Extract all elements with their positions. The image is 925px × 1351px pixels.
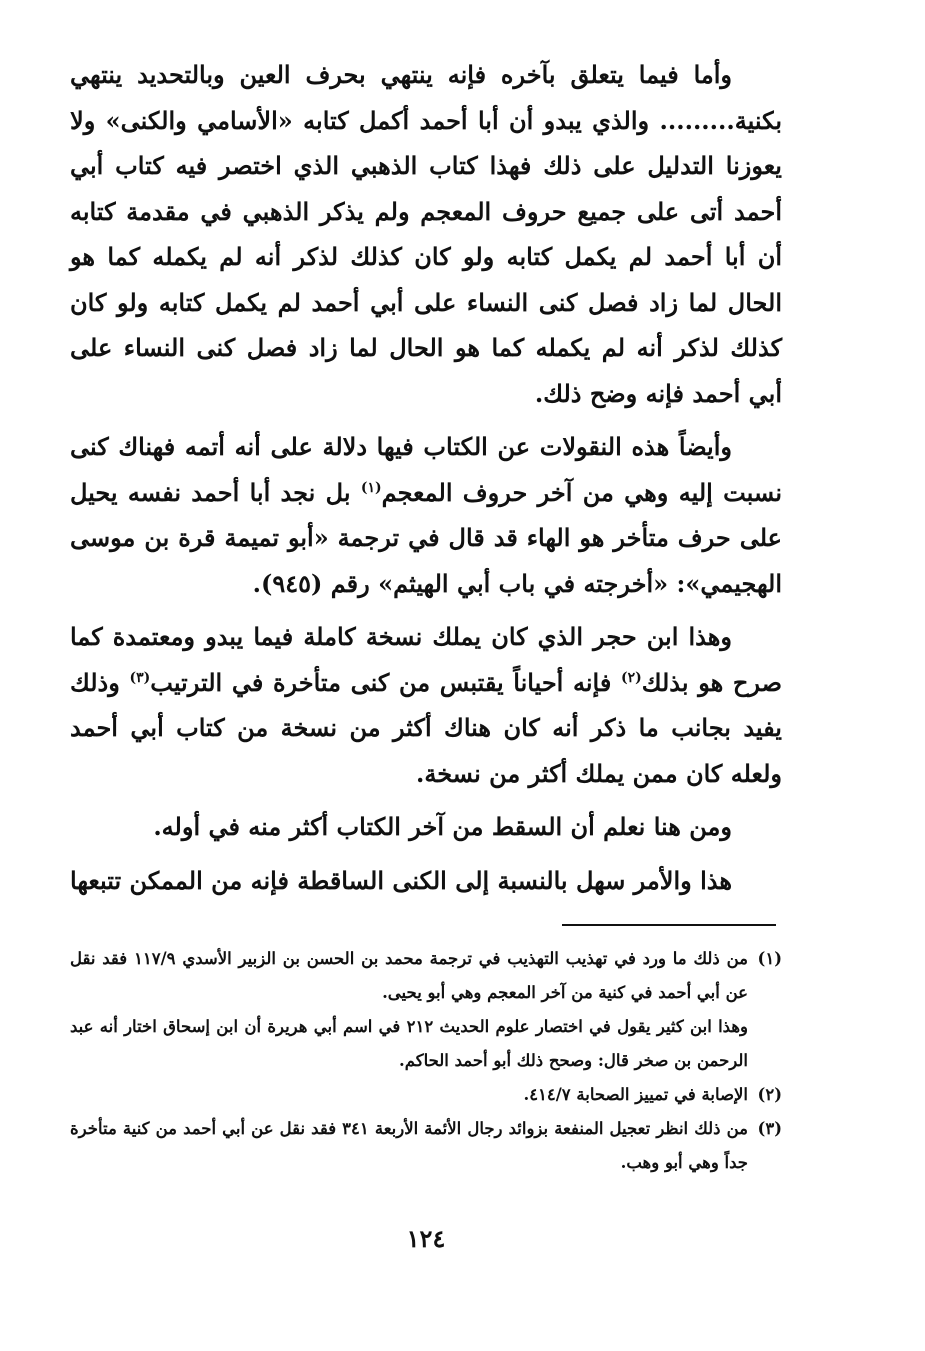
footnote-1 <box>70 942 782 1010</box>
footnote-ref-1[interactable]: (١) <box>360 479 382 496</box>
footnote-2 <box>70 1078 782 1112</box>
footnote-3 <box>70 1112 782 1180</box>
paragraph-4: ومن هنا نعلم أن السقط من آخر الكتاب أكثر منه في أوله. <box>153 812 732 841</box>
paragraph-3-part-3: وذلك يفيد بجانب ما ذكر أنه كان هناك أكثر من نسخة من كتاب أبي أحمد ولعله كان ممن يملك أكثر من نسخة. <box>70 667 782 788</box>
paragraph-1: وأما فيما يتعلق بآخره فإنه ينتهي بحرف العين وبالتحديد ينتهي بكنية......... والذي يبدو أن أبا أحمد أكمل كتابه «الأسامي والكنى» ولا يعوزنا التدليل على ذلك فهذا كتاب الذهبي الذي اختصر فيه كتاب أبي أحمد أتى على جميع حروف المعجم ولم يذكر الذهبي في مقدمة كتابه أن أبا أحمد لم يكمل كتابه ولو كان كذلك لذكر أنه لم يكمله كما هو الحال لما زاد فصل كنى النساء على أبي أحمد لم يكمل كتابه ولو كان كذلك لذكر أنه لم يكمله كما هو الحال لما زاد فصل كنى النساء على أبي أحمد فإنه وضح ذلك. <box>70 60 782 408</box>
footnote-1-number: (١) <box>757 949 782 968</box>
footnote-3-number: (٣) <box>757 1119 782 1138</box>
footnote-2-number: (٢) <box>757 1085 782 1104</box>
footnotes <box>70 942 782 1180</box>
footnote-ref-3[interactable]: (٣) <box>129 669 151 686</box>
footnote-2-text: الإصابة في تمييز الصحابة ٤١٤/٧. <box>523 1085 748 1104</box>
page-number: ١٢٤ <box>406 1224 446 1253</box>
paragraph-2 <box>70 424 782 606</box>
paragraph-2-part-2: بل نجد أبا أحمد نفسه يحيل على حرف متأخر هو الهاء قد قال في ترجمة «أبو تميمة قرة بن موسى الهجيمي»: «أخرجته في باب أبي الهيثم» رقم (٩٤٥). <box>70 477 782 598</box>
document-page <box>70 52 782 1302</box>
footnote-divider <box>562 924 776 926</box>
paragraph-5: هذا والأمر سهل بالنسبة إلى الكنى الساقطة فإنه من الممكن تتبعها <box>70 865 732 895</box>
paragraph-3 <box>70 614 782 796</box>
paragraph-2-part-1: وأيضاً هذه النقولات عن الكتاب فيها دلالة على أنه أتمه فهناك كنى نسبت إليه وهي من آخر حروف المعجم <box>70 432 782 507</box>
footnote-1-text: من ذلك ما ورد في تهذيب التهذيب في ترجمة محمد بن الحسن بن الزبير الأسدي ١١٧/٩ فقد نقل عن أبي أحمد في كنية من آخر المعجم وهي أبو يحيى. <box>70 949 748 1002</box>
footnote-ref-2[interactable]: (٢) <box>620 669 642 686</box>
main-text <box>70 52 782 903</box>
footnote-1-continuation: وهذا ابن كثير يقول في اختصار علوم الحديث ٢١٢ في اسم أبي هريرة أن ابن إسحاق اختار أنه عبد الرحمن بن صخر قال: وصحح ذلك أبو أحمد الحاكم. <box>70 1017 748 1070</box>
footnote-3-text: من ذلك انظر تعجيل المنفعة بزوائد رجال الأئمة الأربعة ٣٤١ فقد نقل عن أبي أحمد من كنية متأخرة جداً وهي أبو وهب. <box>70 1119 748 1172</box>
paragraph-3-part-1: وهذا ابن حجر الذي كان يملك نسخة كاملة فيما يبدو ومعتمدة كما صرح هو بذلك <box>70 622 783 697</box>
paragraph-3-part-2: فإنه أحياناً يقتبس من كنى متأخرة في الترتيب <box>150 667 621 697</box>
